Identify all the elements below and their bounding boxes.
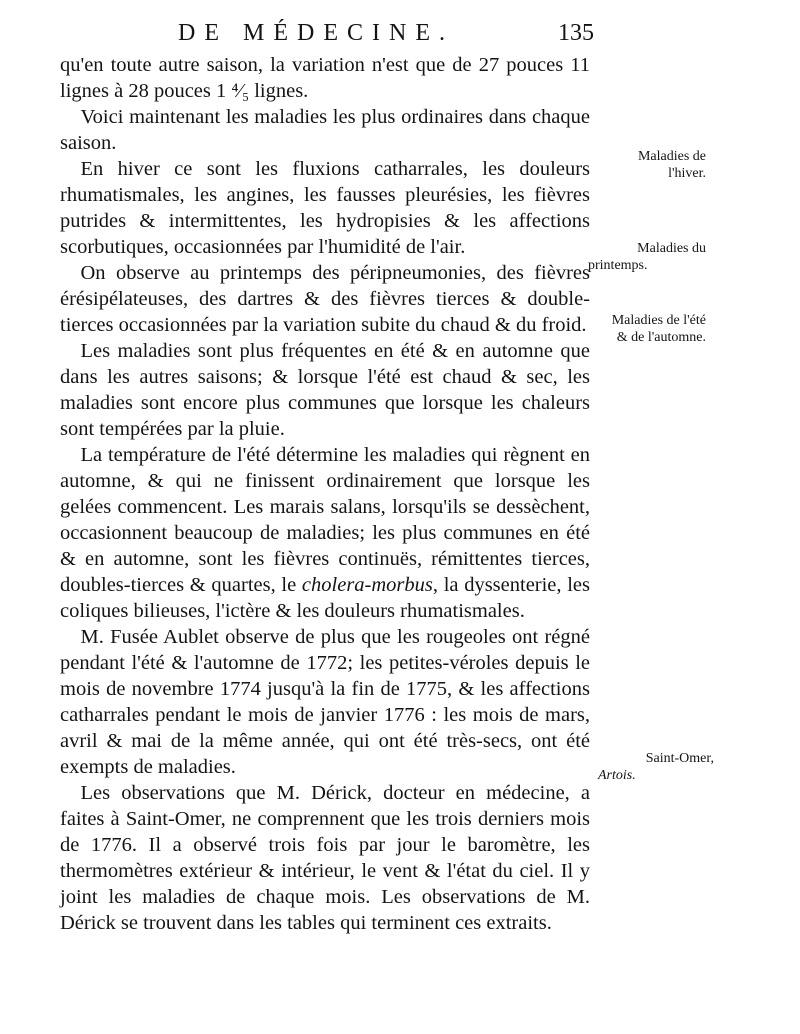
margin-note-winter: Maladies de l'hiver. <box>637 149 706 181</box>
page-number: 135 <box>558 20 594 46</box>
paragraph-aublet-observations: M. Fusée Aublet observe de plus que les rougeoles ont régné pendant l'été & l'automne de 1772; les petites-véroles depuis le mois de novembre 1774 jusqu'à la fin de 1775, & les affections catharrales pendant le mois de janvier 1776 : les mois de mars, avril & mai de la même année, qui ont été très-secs, ont été exempts de maladies. <box>60 626 590 778</box>
page-header <box>60 18 600 52</box>
paragraph-text-start: La température de l'été détermine les maladies qui règnent en automne, & qui ne finissent ordinairement que lorsque les gelées commencent. Les marais salans, lorsqu'ils se dessèchent, occasionnent beaucoup de maladies; les plus communes en été & en automne, sont les fièvres continuës, rémittentes tierces, doubles-tierces & quartes, le <box>60 444 590 596</box>
paragraph-pressure-variation: qu'en toute autre saison, la variation n'est que de 27 pouces 11 lignes à 28 pouces 1 ⁴⁄₅ lignes. <box>60 54 590 102</box>
margin-note-spring: Maladies du printemps. <box>588 241 706 273</box>
margin-note-summer-autumn: Maladies de l'été & de l'automne. <box>611 313 706 345</box>
main-text-column <box>60 52 590 936</box>
running-head: DE MÉDECINE. <box>178 20 454 46</box>
paragraph-spring-diseases: On observe au printemps des péripneumonies, des fièvres érésipélateuses, des dartres & des fièvres tierces & double-tierces occasionnées par la variation subite du chaud & du froid. <box>60 262 590 336</box>
paragraph-summer-temperature <box>60 442 590 624</box>
paragraph-winter-diseases: En hiver ce sont les fluxions catharrales, les douleurs rhumatismales, les angines, les fausses pleurésies, les fièvres putrides & intermittentes, les hydropisies & les affections scorbutiques, occasionnées par l'humidité de l'air. <box>60 158 590 258</box>
italic-term: cholera-morbus <box>301 574 433 596</box>
margin-note-saint-omer: Saint-Omer, Artois. <box>598 751 714 783</box>
paragraph-summer-autumn-diseases: Les maladies sont plus fréquentes en été & en automne que dans les autres saisons; & lorsque l'été est chaud & sec, les maladies sont encore plus communes que lorsque les chaleurs sont tempérées par la pluie. <box>60 340 590 440</box>
paragraph-seasonal-intro: Voici maintenant les maladies les plus ordinaires dans chaque saison. <box>60 106 590 154</box>
paragraph-text-end: , la dyssenterie, les coliques bilieuses, l'ictère & les douleurs rhumatismales. <box>60 574 590 622</box>
paragraph-derick-observations: Les observations que M. Dérick, docteur en médecine, a faites à Saint-Omer, ne comprennent que les trois derniers mois de 1776. Il a observé trois fois par jour le baromètre, les thermomètres extérieur & intérieur, le vent & l'état du ciel. Il y joint les maladies de chaque mois. Les observations de M. Dérick se trouvent dans les tables qui terminent ces extraits. <box>60 782 590 934</box>
